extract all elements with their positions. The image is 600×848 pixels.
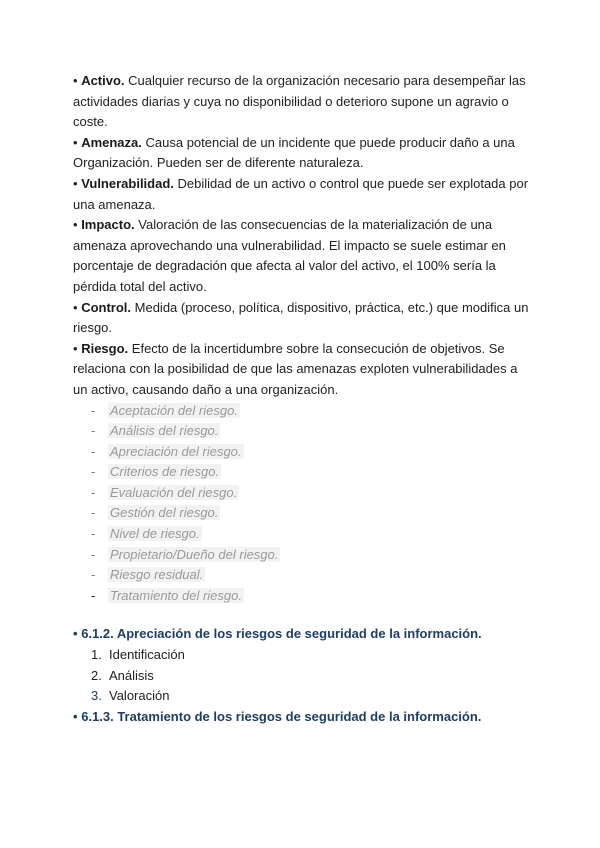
list-item <box>91 586 531 607</box>
list-item <box>91 565 531 586</box>
term-activo: Activo. <box>81 73 125 88</box>
list-item <box>91 666 531 687</box>
section-title: 6.1.2. Apreciación de los riesgos de seguridad de la información. <box>81 626 482 642</box>
numbered-list <box>73 645 531 707</box>
bullet: • <box>73 340 78 356</box>
risk-terms-list <box>73 401 531 607</box>
term-amenaza: Amenaza. <box>81 134 142 150</box>
definition-text: Cualquier recurso de la organización necesario para desempeñar las actividades diarias y cuya no disponibilidad o deterioro supone un agravio o coste. <box>73 73 526 130</box>
list-label: Identificación <box>109 647 185 663</box>
risk-term: Nivel de riesgo. <box>110 526 200 542</box>
definition-text: Valoración de las consecuencias de la materialización de una amenaza aprovechando una vulnerabilidad. El impacto se suele estimar en porcentaje de degradación que afecta al valor del activo, el 100% sería la pérdida total del activo. <box>73 217 506 294</box>
definition-text: Causa potencial de un incidente que puede producir daño a una Organización. Pueden ser de diferente naturaleza. <box>73 134 515 171</box>
risk-term: Gestión del riesgo. <box>110 505 219 521</box>
definition-text: Efecto de la incertidumbre sobre la consecución de objetivos. Se relaciona con la posibilidad de que las amenazas exploten vulnerabilidades a un activo, causando daño a una organización. <box>73 340 518 397</box>
definition-activo <box>73 71 531 133</box>
dash-marker: - <box>91 505 96 521</box>
risk-term: Propietario/Dueño del riesgo. <box>110 546 279 562</box>
list-number: 3. <box>91 688 102 704</box>
dash-marker: - <box>91 484 96 500</box>
list-item <box>91 483 531 504</box>
list-item <box>91 545 531 566</box>
risk-term: Riesgo residual. <box>110 567 204 583</box>
bullet: • <box>73 299 78 315</box>
term-vulnerabilidad: Vulnerabilidad. <box>81 175 174 191</box>
definition-impacto <box>73 215 531 297</box>
list-item <box>91 462 531 483</box>
bullet: • <box>73 708 78 724</box>
list-item <box>91 401 531 422</box>
dash-marker: - <box>91 567 96 583</box>
dash-marker: - <box>91 526 96 542</box>
bullet: • <box>73 217 78 233</box>
definition-control <box>73 298 531 339</box>
list-item <box>91 442 531 463</box>
list-item <box>91 503 531 524</box>
list-label: Análisis <box>109 667 154 683</box>
dash-marker: - <box>91 443 96 459</box>
bullet: • <box>73 626 78 642</box>
section-heading <box>73 624 531 645</box>
term-impacto: Impacto. <box>81 217 135 233</box>
definition-vulnerabilidad <box>73 174 531 215</box>
bullet: • <box>73 134 78 150</box>
bullet: • <box>73 73 78 88</box>
risk-term: Apreciación del riesgo. <box>110 443 242 459</box>
list-item <box>91 645 531 666</box>
list-item <box>91 524 531 545</box>
dash-marker: - <box>91 546 96 562</box>
risk-term: Tratamiento del riesgo. <box>110 587 242 603</box>
list-item <box>91 686 531 707</box>
risk-term: Criterios de riesgo. <box>110 464 220 480</box>
term-riesgo: Riesgo. <box>81 340 129 356</box>
section-heading-6-1-3 <box>73 707 531 728</box>
definition-amenaza <box>73 133 531 174</box>
list-number: 2. <box>91 667 102 683</box>
section-6-1-2 <box>73 624 531 727</box>
definition-riesgo <box>73 339 531 401</box>
risk-term: Evaluación del riesgo. <box>110 484 238 500</box>
section-title: 6.1.3. Tratamiento de los riesgos de seguridad de la información. <box>81 708 482 724</box>
definition-text: Debilidad de un activo o control que puede ser explotada por una amenaza. <box>73 175 529 212</box>
dash-marker: - <box>91 423 96 439</box>
document-content <box>73 71 531 727</box>
dash-marker: - <box>91 587 96 603</box>
list-number: 1. <box>91 647 102 663</box>
risk-term: Análisis del riesgo. <box>110 423 219 439</box>
dash-marker: - <box>91 464 96 480</box>
dash-marker: - <box>91 402 96 418</box>
term-control: Control. <box>81 299 132 315</box>
definition-text: Medida (proceso, política, dispositivo, práctica, etc.) que modifica un riesgo. <box>73 299 529 336</box>
list-label: Valoración <box>109 688 170 704</box>
risk-term: Aceptación del riesgo. <box>110 402 238 418</box>
list-item <box>91 421 531 442</box>
bullet: • <box>73 175 78 191</box>
